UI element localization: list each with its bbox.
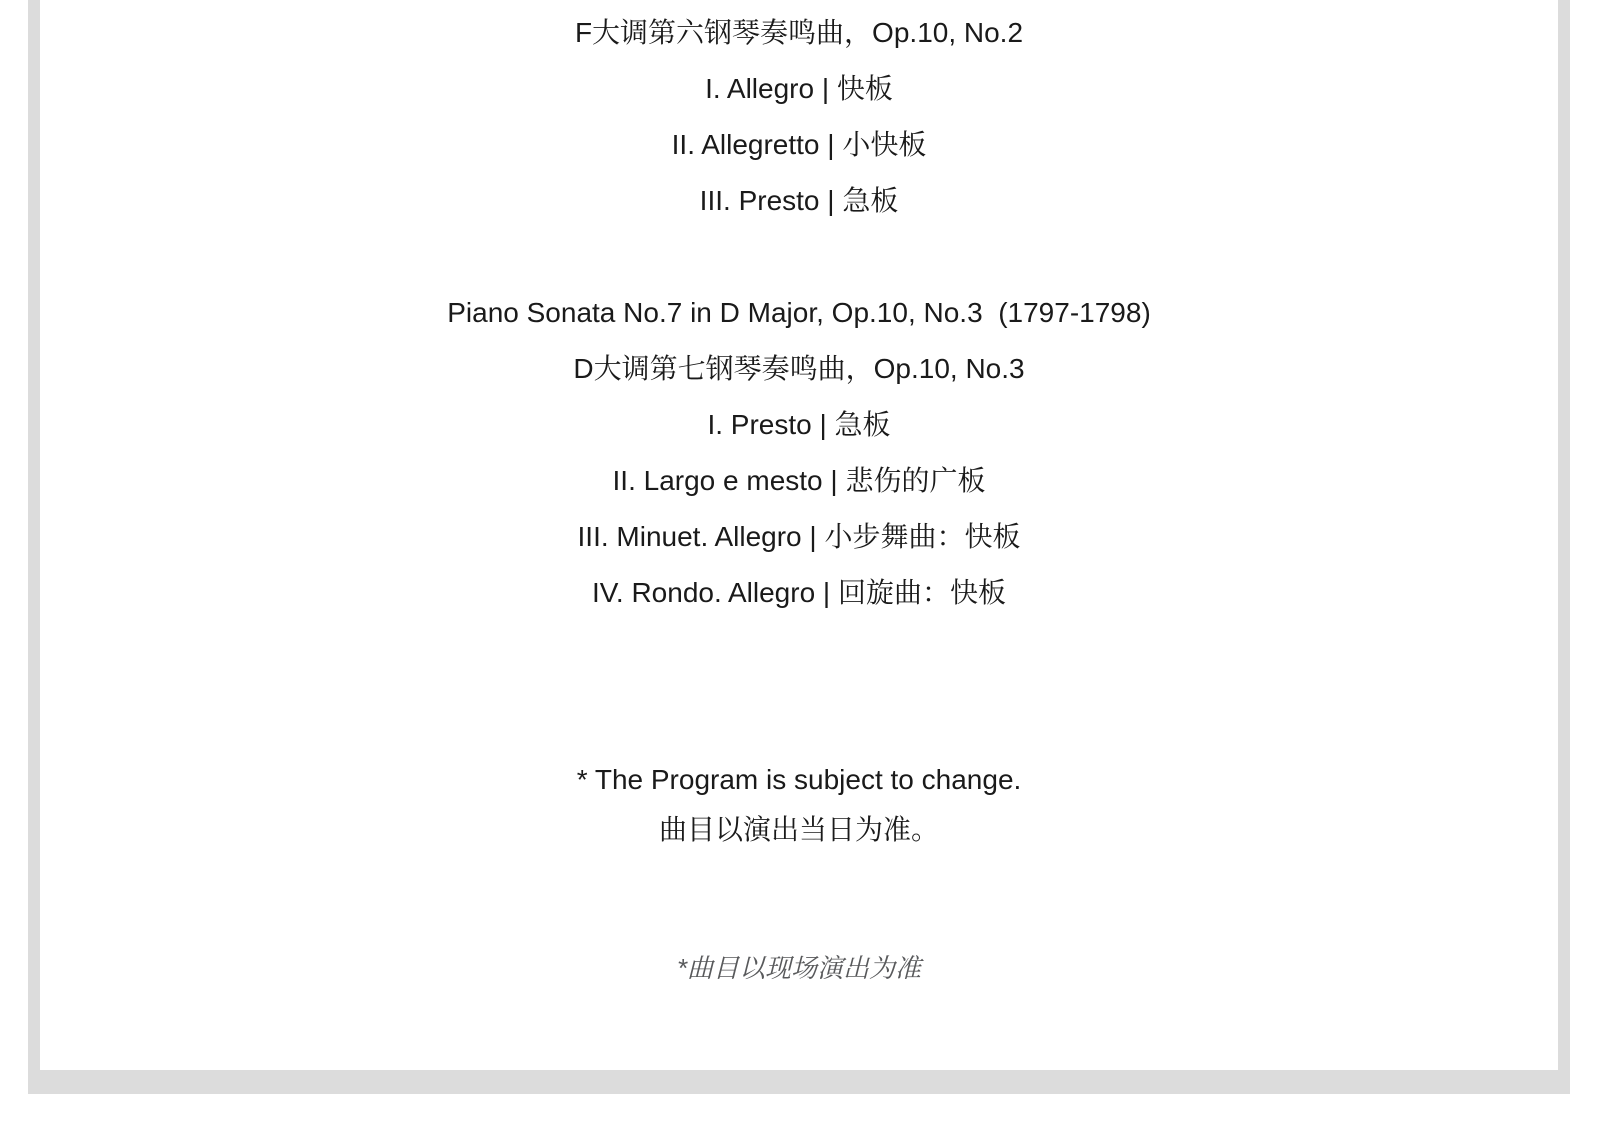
- page-frame-right: [1558, 0, 1570, 1070]
- movement-line: I. Allegro | 快板: [705, 73, 893, 104]
- disclaimer-en: * The Program is subject to change.: [576, 764, 1022, 795]
- program-footnote: *曲目以现场演出为准: [676, 953, 922, 983]
- work-sonata-no7: [40, 285, 1558, 621]
- movement-line: III. Presto | 急板: [699, 185, 899, 216]
- movement-line: IV. Rondo. Allegro | 回旋曲：快板: [592, 577, 1006, 608]
- page-frame-bottom: [28, 1070, 1570, 1094]
- page-frame-left: [28, 0, 40, 1070]
- movement-line: II. Allegretto | 小快板: [671, 129, 927, 160]
- work-sonata-no6: [40, 5, 1558, 229]
- movement-line: I. Presto | 急板: [707, 409, 891, 440]
- movement-line: II. Largo e mesto | 悲伤的广板: [612, 465, 986, 496]
- work-title-en: Piano Sonata No.7 in D Major, Op.10, No.3 (1797-1798): [447, 297, 1151, 328]
- program-disclaimer: [40, 755, 1558, 855]
- disclaimer-zh: 曲目以演出当日为准。: [658, 814, 939, 845]
- work-title-zh: D大调第七钢琴奏鸣曲，Op.10, No.3: [573, 353, 1025, 384]
- work-title-zh: F大调第六钢琴奏鸣曲，Op.10, No.2: [574, 17, 1024, 48]
- movement-line: III. Minuet. Allegro | 小步舞曲：快板: [577, 521, 1021, 552]
- program-content: [40, 0, 1558, 1070]
